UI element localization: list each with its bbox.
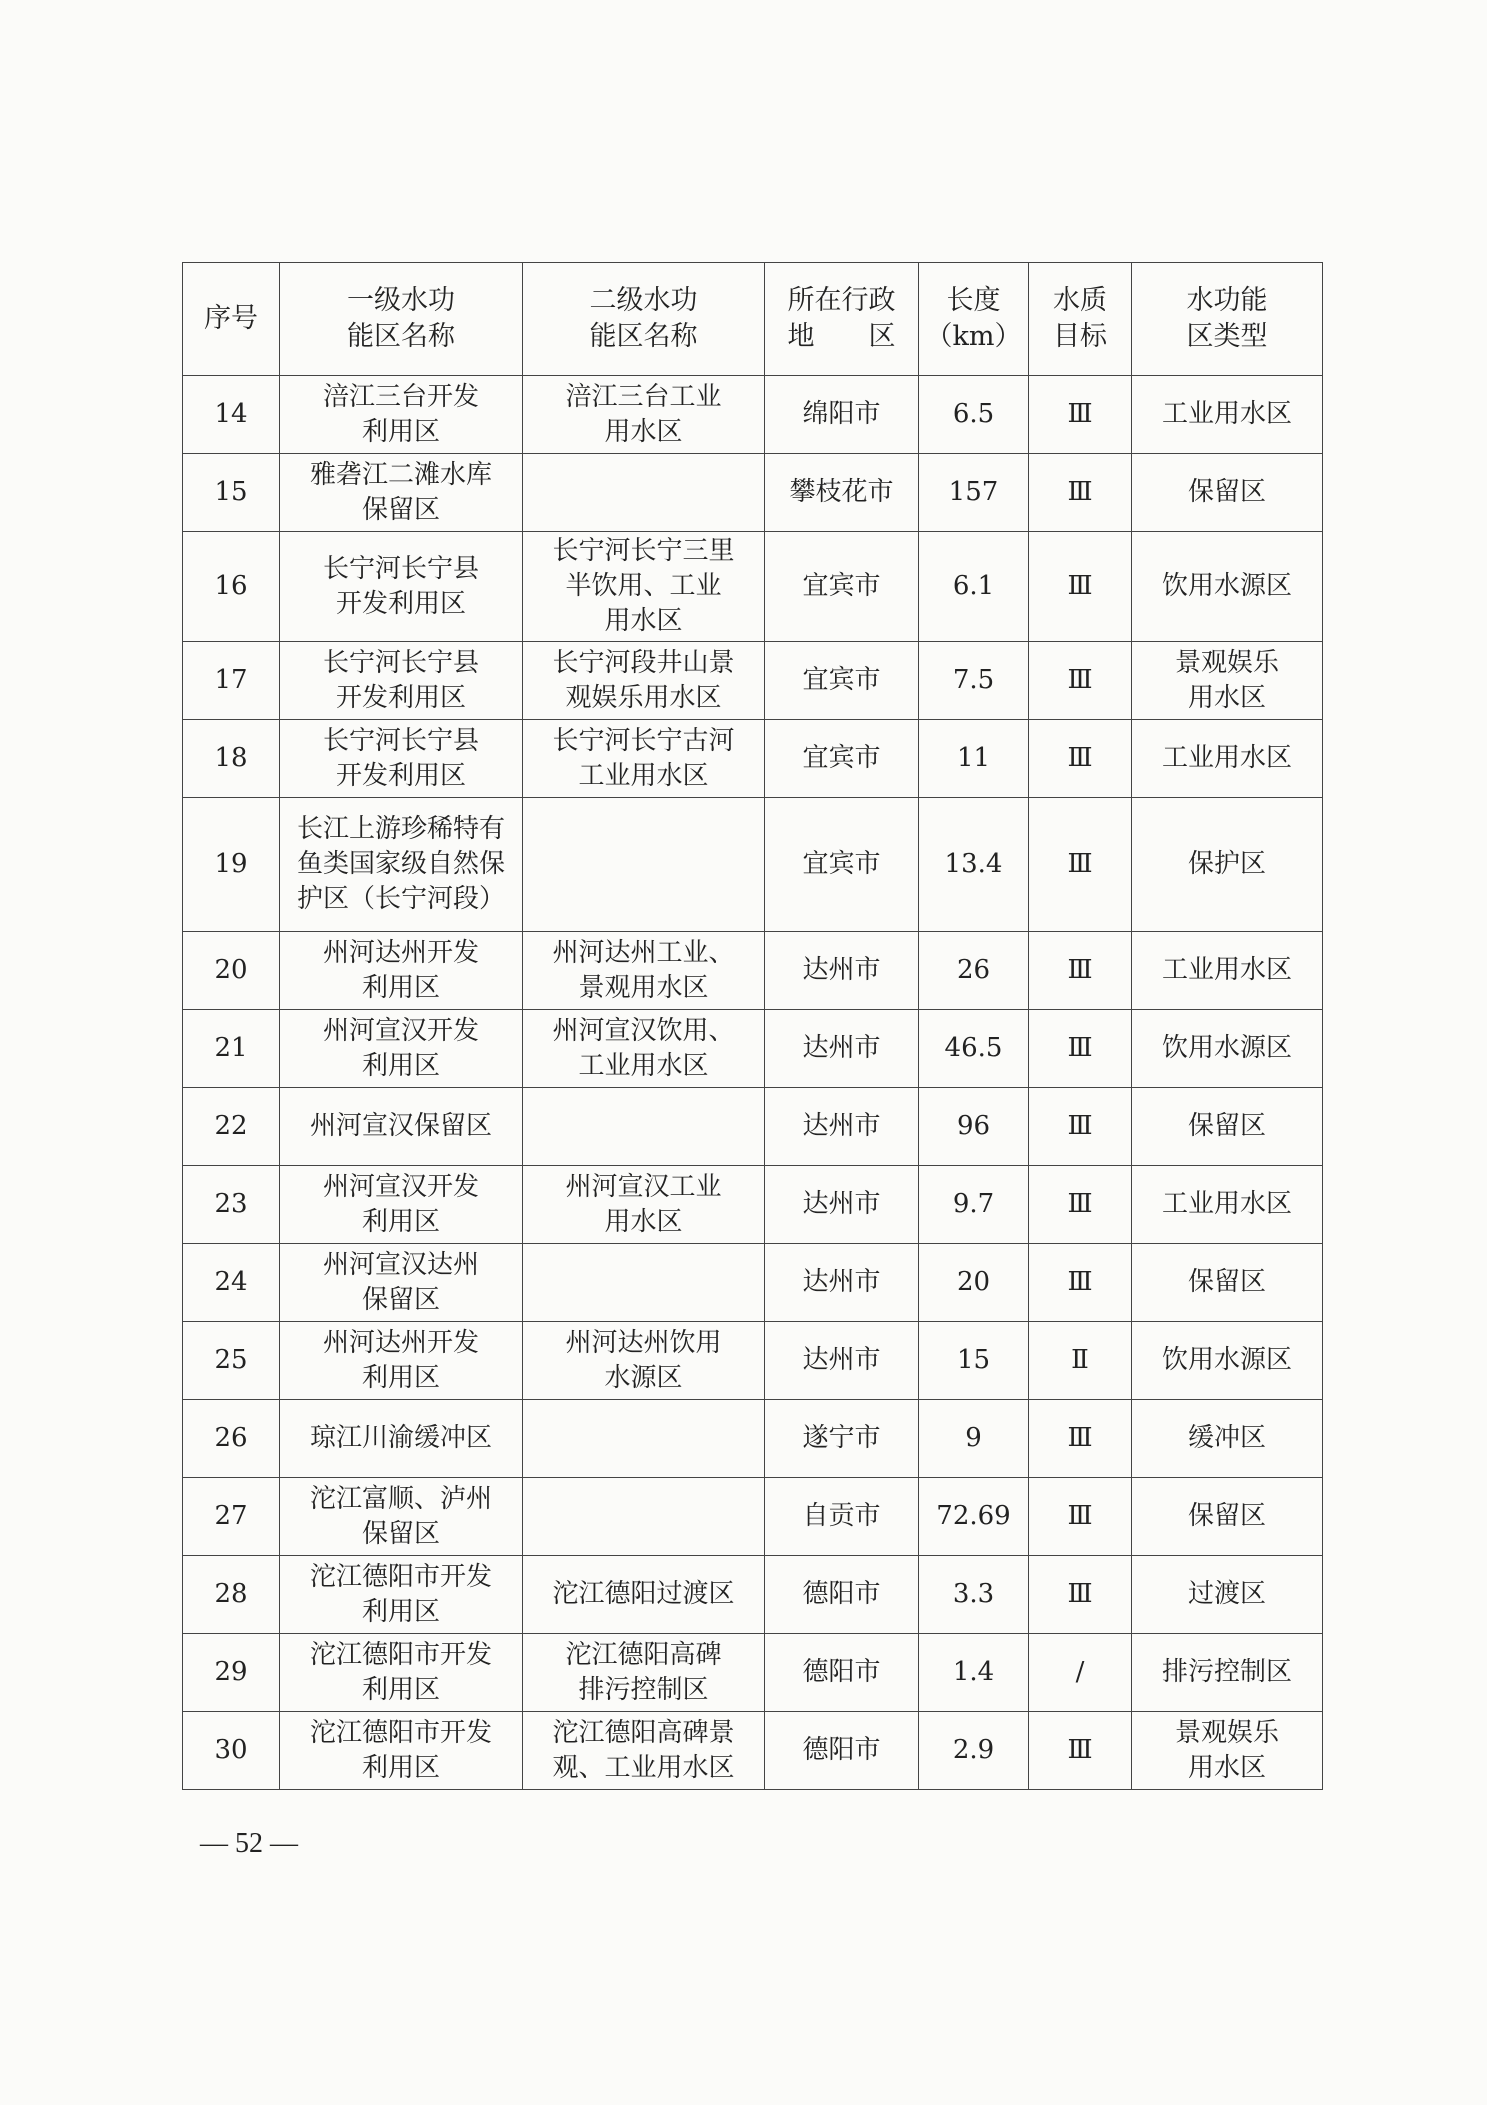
cell-water-quality-target: Ⅲ (1029, 1166, 1132, 1244)
cell-level2-zone-name: 州河达州饮用 水源区 (523, 1322, 765, 1400)
cell-level1-zone-name: 州河达州开发 利用区 (280, 932, 523, 1010)
cell-length-km: 15 (919, 1322, 1029, 1400)
cell-admin-region: 自贡市 (765, 1478, 919, 1556)
cell-length-km: 96 (919, 1088, 1029, 1166)
cell-admin-region: 达州市 (765, 1088, 919, 1166)
cell-level1-zone-name: 沱江德阳市开发 利用区 (280, 1712, 523, 1790)
cell-zone-type: 工业用水区 (1132, 932, 1323, 1010)
cell-admin-region: 攀枝花市 (765, 454, 919, 532)
cell-admin-region: 德阳市 (765, 1556, 919, 1634)
cell-length-km: 46.5 (919, 1010, 1029, 1088)
cell-level1-zone-name: 长宁河长宁县 开发利用区 (280, 720, 523, 798)
cell-water-quality-target: Ⅲ (1029, 532, 1132, 642)
table-row (183, 642, 1323, 720)
cell-admin-region: 德阳市 (765, 1634, 919, 1712)
cell-level1-zone-name: 沱江德阳市开发 利用区 (280, 1634, 523, 1712)
table-row (183, 1400, 1323, 1478)
cell-water-quality-target: Ⅲ (1029, 1400, 1132, 1478)
cell-seq-no: 27 (183, 1478, 280, 1556)
cell-seq-no: 26 (183, 1400, 280, 1478)
cell-level2-zone-name: 涪江三台工业 用水区 (523, 376, 765, 454)
cell-seq-no: 14 (183, 376, 280, 454)
table-row (183, 1712, 1323, 1790)
cell-seq-no: 21 (183, 1010, 280, 1088)
table-body (183, 376, 1323, 1790)
cell-level2-zone-name: 长宁河长宁三里 半饮用、工业 用水区 (523, 532, 765, 642)
cell-length-km: 157 (919, 454, 1029, 532)
cell-level1-zone-name: 州河宣汉开发 利用区 (280, 1010, 523, 1088)
table-row (183, 798, 1323, 932)
cell-admin-region: 达州市 (765, 1010, 919, 1088)
table-row (183, 376, 1323, 454)
cell-length-km: 2.9 (919, 1712, 1029, 1790)
cell-zone-type: 工业用水区 (1132, 376, 1323, 454)
cell-zone-type: 景观娱乐 用水区 (1132, 642, 1323, 720)
cell-admin-region: 德阳市 (765, 1712, 919, 1790)
cell-length-km: 1.4 (919, 1634, 1029, 1712)
cell-admin-region: 宜宾市 (765, 720, 919, 798)
cell-level2-zone-name: 州河宣汉饮用、 工业用水区 (523, 1010, 765, 1088)
cell-level1-zone-name: 州河宣汉达州 保留区 (280, 1244, 523, 1322)
page-number: — 52 — (200, 1828, 298, 1859)
cell-length-km: 72.69 (919, 1478, 1029, 1556)
cell-level1-zone-name: 雅砻江二滩水库 保留区 (280, 454, 523, 532)
cell-level1-zone-name: 长宁河长宁县 开发利用区 (280, 642, 523, 720)
cell-admin-region: 遂宁市 (765, 1400, 919, 1478)
column-header-water-quality-target: 水质 目标 (1029, 263, 1132, 376)
cell-zone-type: 保护区 (1132, 798, 1323, 932)
cell-seq-no: 17 (183, 642, 280, 720)
cell-seq-no: 24 (183, 1244, 280, 1322)
cell-zone-type: 饮用水源区 (1132, 532, 1323, 642)
column-header-admin-region: 所在行政 地 区 (765, 263, 919, 376)
cell-seq-no: 16 (183, 532, 280, 642)
cell-water-quality-target: Ⅲ (1029, 1088, 1132, 1166)
cell-level2-zone-name (523, 1400, 765, 1478)
table-row (183, 1088, 1323, 1166)
cell-level2-zone-name: 长宁河段井山景 观娱乐用水区 (523, 642, 765, 720)
cell-water-quality-target: Ⅲ (1029, 1244, 1132, 1322)
cell-level1-zone-name: 长宁河长宁县 开发利用区 (280, 532, 523, 642)
cell-zone-type: 排污控制区 (1132, 1634, 1323, 1712)
cell-level2-zone-name (523, 1088, 765, 1166)
cell-length-km: 7.5 (919, 642, 1029, 720)
cell-zone-type: 保留区 (1132, 1088, 1323, 1166)
column-header-length-km: 长度 （km） (919, 263, 1029, 376)
cell-level1-zone-name: 长江上游珍稀特有 鱼类国家级自然保 护区（长宁河段） (280, 798, 523, 932)
cell-admin-region: 绵阳市 (765, 376, 919, 454)
cell-zone-type: 保留区 (1132, 454, 1323, 532)
cell-seq-no: 23 (183, 1166, 280, 1244)
cell-water-quality-target: Ⅲ (1029, 932, 1132, 1010)
cell-water-quality-target: Ⅲ (1029, 1556, 1132, 1634)
cell-level1-zone-name: 琼江川渝缓冲区 (280, 1400, 523, 1478)
cell-admin-region: 达州市 (765, 1322, 919, 1400)
cell-level1-zone-name: 州河宣汉保留区 (280, 1088, 523, 1166)
cell-length-km: 6.5 (919, 376, 1029, 454)
table-row (183, 1166, 1323, 1244)
cell-water-quality-target: Ⅲ (1029, 376, 1132, 454)
cell-zone-type: 饮用水源区 (1132, 1010, 1323, 1088)
table-row (183, 1556, 1323, 1634)
cell-water-quality-target: Ⅲ (1029, 1712, 1132, 1790)
table-row (183, 1322, 1323, 1400)
cell-level2-zone-name (523, 454, 765, 532)
cell-length-km: 9.7 (919, 1166, 1029, 1244)
cell-water-quality-target: / (1029, 1634, 1132, 1712)
column-header-zone-type: 水功能 区类型 (1132, 263, 1323, 376)
cell-zone-type: 饮用水源区 (1132, 1322, 1323, 1400)
cell-level1-zone-name: 州河宣汉开发 利用区 (280, 1166, 523, 1244)
cell-zone-type: 工业用水区 (1132, 1166, 1323, 1244)
cell-level2-zone-name: 沱江德阳高碑 排污控制区 (523, 1634, 765, 1712)
cell-level1-zone-name: 沱江德阳市开发 利用区 (280, 1556, 523, 1634)
cell-level1-zone-name: 沱江富顺、泸州 保留区 (280, 1478, 523, 1556)
cell-length-km: 26 (919, 932, 1029, 1010)
cell-level1-zone-name: 州河达州开发 利用区 (280, 1322, 523, 1400)
cell-water-quality-target: Ⅲ (1029, 798, 1132, 932)
cell-water-quality-target: Ⅱ (1029, 1322, 1132, 1400)
cell-seq-no: 18 (183, 720, 280, 798)
cell-seq-no: 15 (183, 454, 280, 532)
cell-level2-zone-name: 沱江德阳高碑景 观、工业用水区 (523, 1712, 765, 1790)
column-header-level1-zone-name: 一级水功 能区名称 (280, 263, 523, 376)
cell-zone-type: 过渡区 (1132, 1556, 1323, 1634)
cell-water-quality-target: Ⅲ (1029, 1010, 1132, 1088)
cell-admin-region: 宜宾市 (765, 642, 919, 720)
column-header-seq-no: 序号 (183, 263, 280, 376)
table-row (183, 1010, 1323, 1088)
cell-admin-region: 达州市 (765, 1244, 919, 1322)
cell-admin-region: 达州市 (765, 1166, 919, 1244)
cell-seq-no: 19 (183, 798, 280, 932)
cell-level2-zone-name: 长宁河长宁古河 工业用水区 (523, 720, 765, 798)
cell-level2-zone-name (523, 1244, 765, 1322)
cell-seq-no: 30 (183, 1712, 280, 1790)
cell-length-km: 20 (919, 1244, 1029, 1322)
cell-length-km: 6.1 (919, 532, 1029, 642)
table-row (183, 1478, 1323, 1556)
cell-length-km: 11 (919, 720, 1029, 798)
column-header-level2-zone-name: 二级水功 能区名称 (523, 263, 765, 376)
table-row (183, 1244, 1323, 1322)
cell-seq-no: 25 (183, 1322, 280, 1400)
cell-seq-no: 20 (183, 932, 280, 1010)
table-row (183, 454, 1323, 532)
cell-water-quality-target: Ⅲ (1029, 454, 1132, 532)
cell-zone-type: 保留区 (1132, 1478, 1323, 1556)
cell-seq-no: 28 (183, 1556, 280, 1634)
table-row (183, 720, 1323, 798)
cell-water-quality-target: Ⅲ (1029, 642, 1132, 720)
table-row (183, 932, 1323, 1010)
cell-water-quality-target: Ⅲ (1029, 720, 1132, 798)
cell-admin-region: 宜宾市 (765, 798, 919, 932)
cell-level2-zone-name: 州河达州工业、 景观用水区 (523, 932, 765, 1010)
cell-length-km: 3.3 (919, 1556, 1029, 1634)
cell-length-km: 9 (919, 1400, 1029, 1478)
cell-zone-type: 工业用水区 (1132, 720, 1323, 798)
cell-level1-zone-name: 涪江三台开发 利用区 (280, 376, 523, 454)
cell-zone-type: 保留区 (1132, 1244, 1323, 1322)
cell-level2-zone-name: 沱江德阳过渡区 (523, 1556, 765, 1634)
cell-level2-zone-name: 州河宣汉工业 用水区 (523, 1166, 765, 1244)
cell-admin-region: 达州市 (765, 932, 919, 1010)
cell-zone-type: 景观娱乐 用水区 (1132, 1712, 1323, 1790)
cell-level2-zone-name (523, 798, 765, 932)
cell-seq-no: 22 (183, 1088, 280, 1166)
header-row (183, 263, 1323, 376)
cell-level2-zone-name (523, 1478, 765, 1556)
cell-water-quality-target: Ⅲ (1029, 1478, 1132, 1556)
water-function-zone-table (182, 262, 1323, 1790)
cell-seq-no: 29 (183, 1634, 280, 1712)
cell-admin-region: 宜宾市 (765, 532, 919, 642)
cell-zone-type: 缓冲区 (1132, 1400, 1323, 1478)
table-row (183, 532, 1323, 642)
cell-length-km: 13.4 (919, 798, 1029, 932)
table-row (183, 1634, 1323, 1712)
